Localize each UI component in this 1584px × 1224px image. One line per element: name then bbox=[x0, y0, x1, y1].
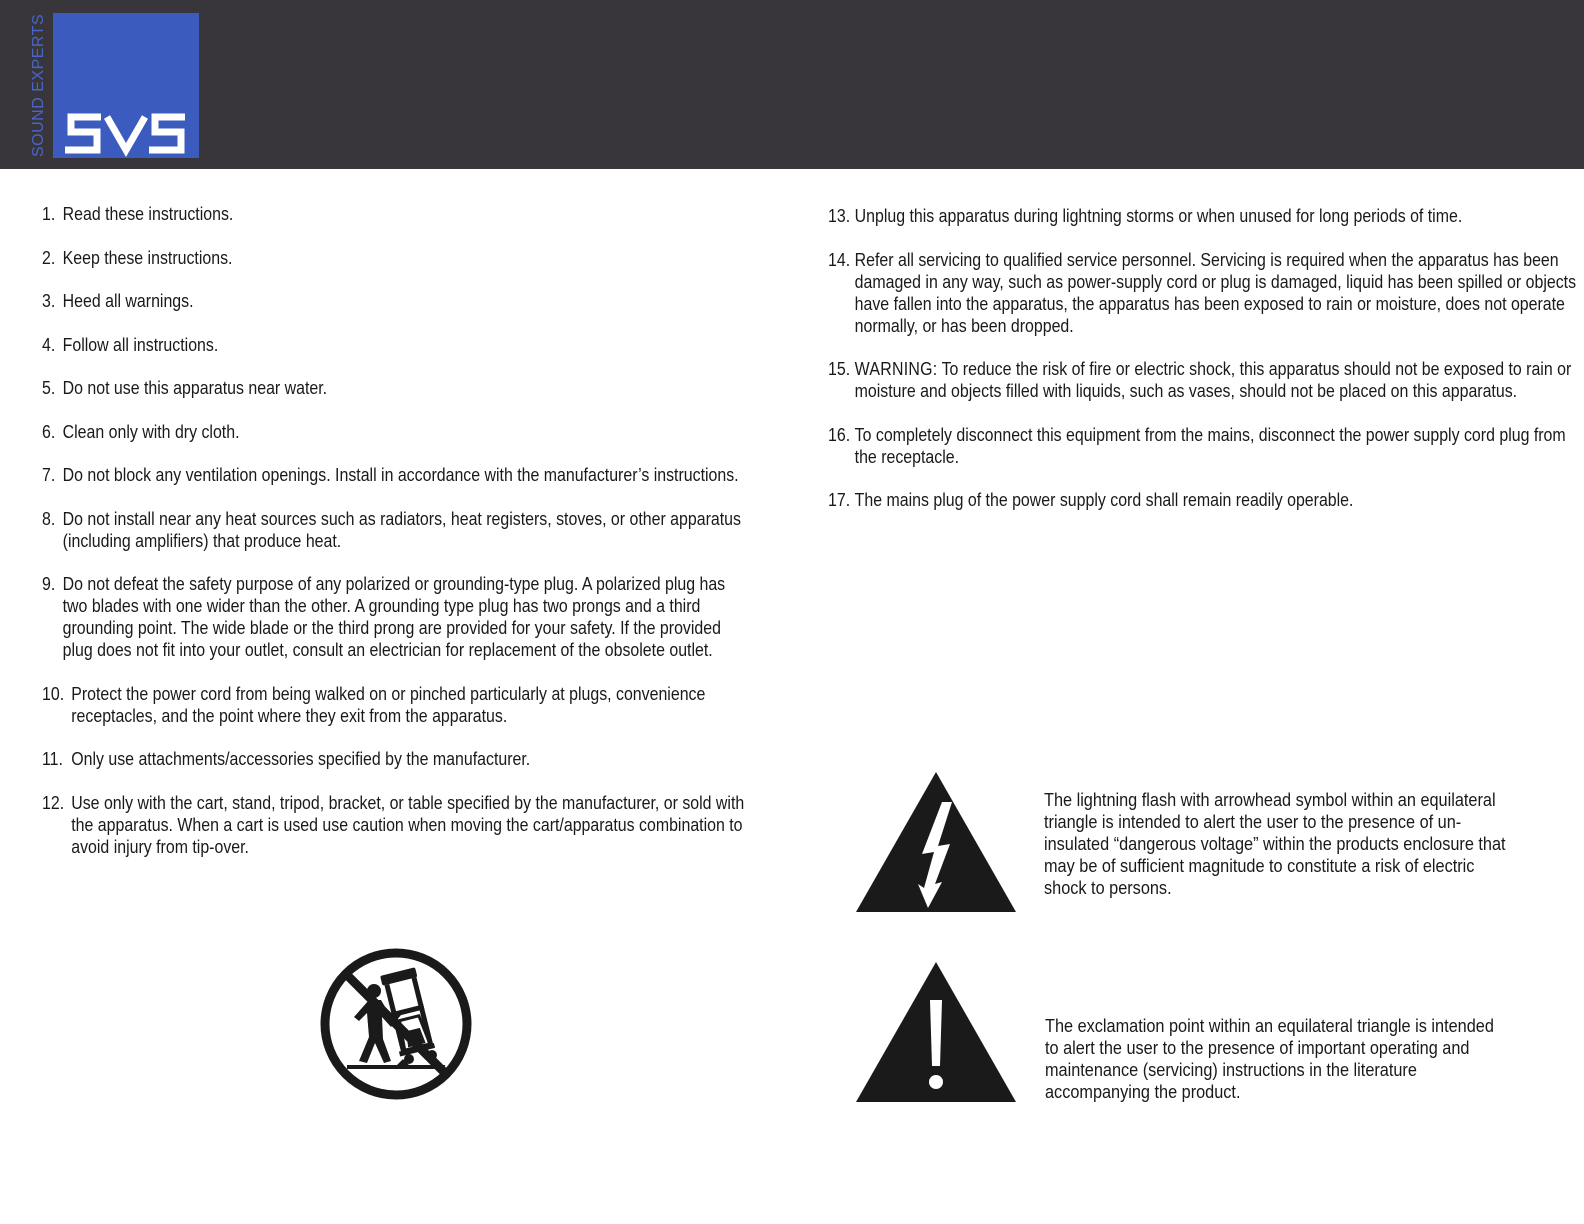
list-item: 4. Follow all instructions. bbox=[42, 333, 219, 355]
cart-tip-over-warning-icon bbox=[319, 947, 473, 1101]
list-item: 10. Protect the power cord from being walked on or pinched particularly at plugs, convenience receptacles, and the point where they exit from the apparatus. bbox=[42, 682, 706, 726]
header-bar bbox=[0, 0, 1584, 169]
warning-label: WARNING: bbox=[854, 358, 938, 379]
list-item: 5. Do not use this apparatus near water. bbox=[42, 377, 328, 398]
lightning-symbol-description: The lightning flash with arrowhead symbol within an equilateral triangle is intended to alert the user to the presence of un-insulated “dangerous voltage” within the products enclosure that may be of sufficient magnitude to constitute a risk of electric shock to persons. bbox=[1044, 789, 1506, 898]
list-item: 11. Only use attachments/accessories specified by the manufacturer. bbox=[42, 748, 531, 769]
list-item: 13. Unplug this apparatus during lightning storms or when unused for long periods of time. bbox=[828, 205, 1463, 226]
list-item: 16. To completely disconnect this equipment from the mains, disconnect the power supply cord plug from the receptacle. bbox=[828, 423, 1566, 467]
list-item: 15. WARNING: To reduce the risk of fire or electric shock, this apparatus should not be exposed to rain or moisture and objects filled with liquids, such as vases, should not be placed on this apparatus. bbox=[828, 358, 1572, 401]
list-item: 14. Refer all servicing to qualified service personnel. Servicing is required when the apparatus has been damaged in any way, such as power-supply cord or plug is damaged, liquid has been spilled or objects have fallen into the apparatus, the apparatus has been exposed to rain or moisture, does not operate normally, or has been dropped. bbox=[828, 248, 1577, 336]
instructions-list-right bbox=[828, 205, 1576, 533]
lightning-warning-icon bbox=[856, 772, 1016, 912]
list-item: 12. Use only with the cart, stand, tripod, bracket, or table specified by the manufacturer, or sold with the apparatus. When a cart is used use caution when moving the cart/apparatus combination to avoid injury from tip-over. bbox=[42, 791, 745, 857]
exclamation-warning-icon bbox=[856, 962, 1016, 1102]
svs-logo-wordmark bbox=[63, 109, 189, 159]
list-item: 3. Heed all warnings. bbox=[42, 290, 194, 311]
list-item: 6. Clean only with dry cloth. bbox=[42, 420, 240, 442]
list-item: 17. The mains plug of the power supply cord shall remain readily operable. bbox=[828, 489, 1354, 510]
brand-tagline: SOUND EXPERTS bbox=[30, 13, 47, 157]
list-item: 8. Do not install near any heat sources such as radiators, heat registers, stoves, or other apparatus (including amplifiers) that produce heat. bbox=[42, 507, 741, 551]
list-item: 2. Keep these instructions. bbox=[42, 246, 233, 268]
exclamation-symbol-description: The exclamation point within an equilateral triangle is intended to alert the user to the presence of important operating and maintenance (servicing) instructions in the literature accompanying the product. bbox=[1045, 1015, 1494, 1102]
svs-logo bbox=[53, 13, 199, 158]
instructions-list-left bbox=[42, 203, 747, 879]
list-item: 7. Do not block any ventilation openings. Install in accordance with the manufacturer’s instructions. bbox=[42, 464, 739, 485]
list-item: 1. Read these instructions. bbox=[42, 203, 234, 224]
list-item: 9. Do not defeat the safety purpose of any polarized or grounding-type plug. A polarized plug has two blades with one wider than the other. A grounding type plug has two prongs and a third grounding point. The wide blade or the third prong are provided for your safety. If the provided plug does not fit into your outlet, consult an electrician for replacement of the obsolete outlet. bbox=[42, 573, 726, 660]
